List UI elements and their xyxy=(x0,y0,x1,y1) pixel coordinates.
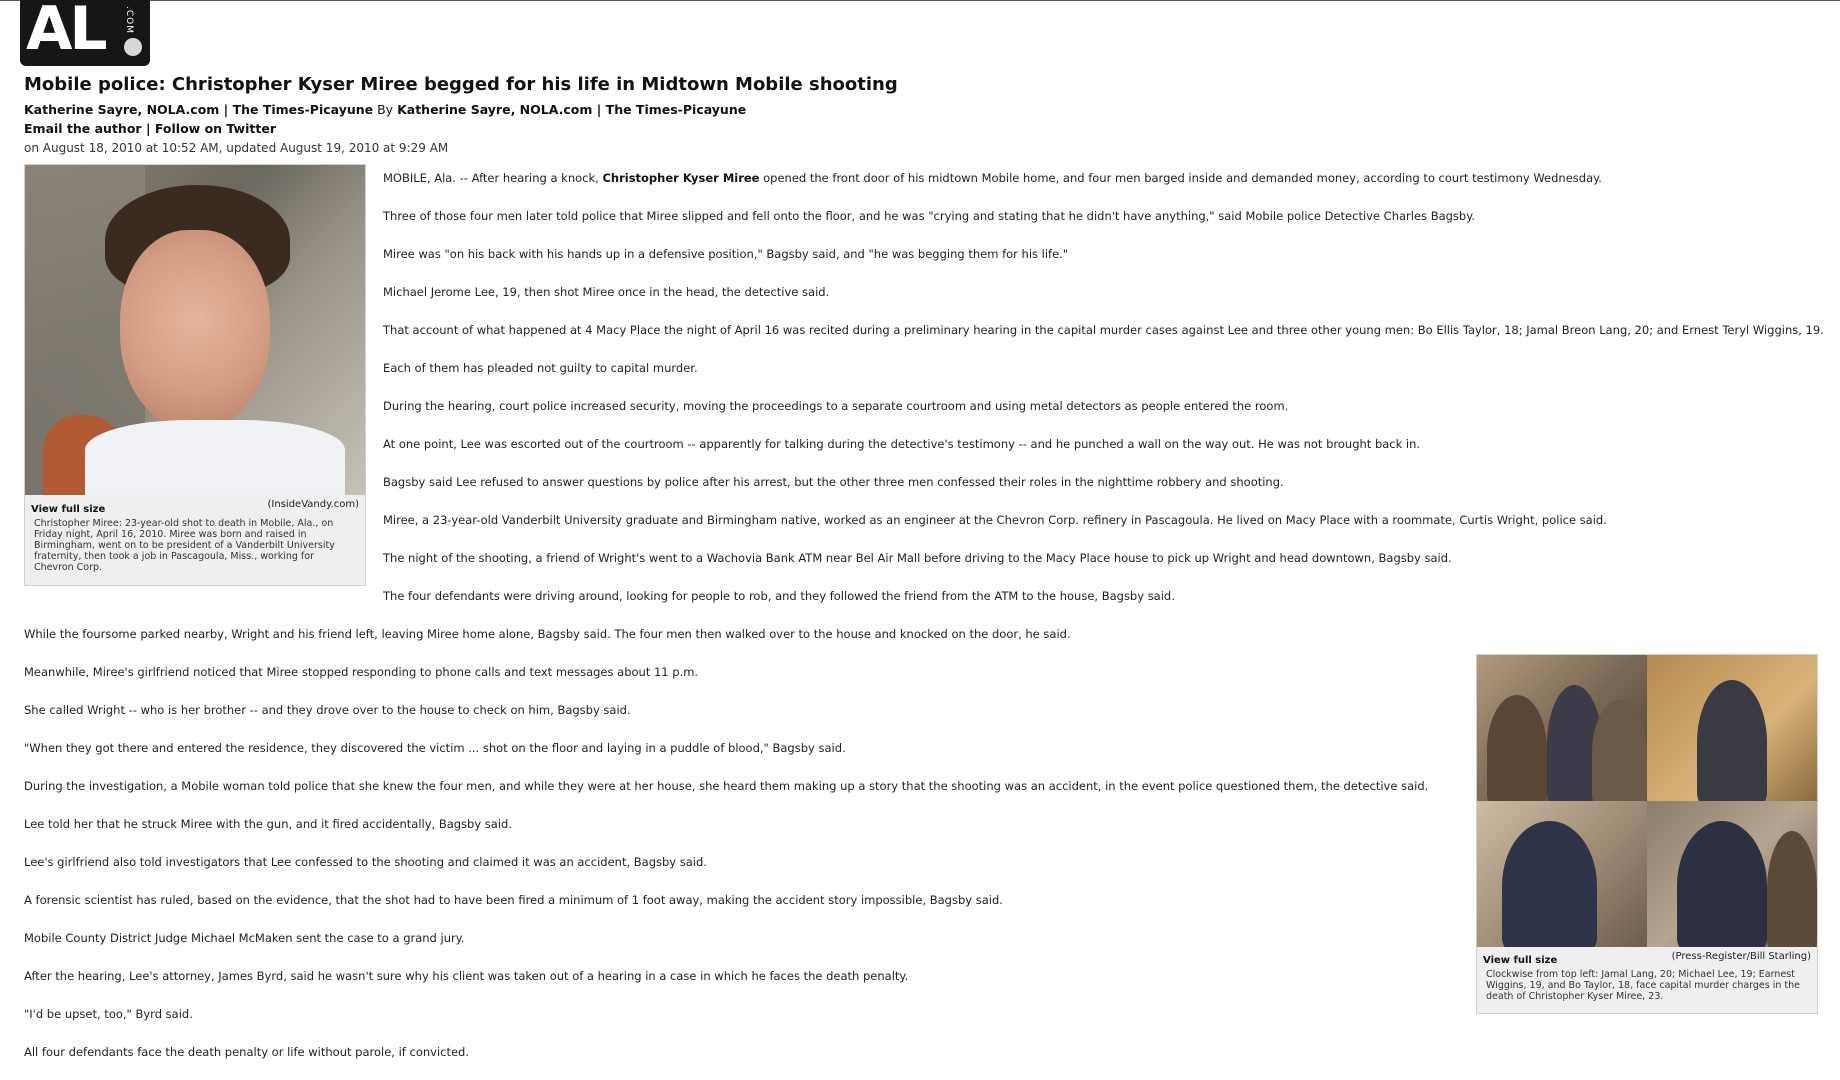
byline-author-2[interactable]: Katherine Sayre, NOLA.com | The Times-Picayune xyxy=(397,102,747,117)
article-paragraph: All four defendants face the death penalty or life without parole, if convicted. xyxy=(24,1045,470,1059)
article-paragraph: At one point, Lee was escorted out of the courtroom -- apparently for talking during the detective's testimony -- and he punched a wall on the way out. He was not brought back in. xyxy=(383,437,1421,451)
view-full-size-link[interactable]: View full size xyxy=(31,504,106,515)
article-paragraph: A forensic scientist has ruled, based on the evidence, that the shot had to have been fired a minimum of 1 foot away, making the accident story impossible, Bagsby said. xyxy=(24,893,1003,907)
article-paragraph: Miree was "on his back with his hands up in a defensive position," Bagsby said, and "he was begging them for his life." xyxy=(383,247,1069,261)
article-dateline: on August 18, 2010 at 10:52 AM, updated August 19, 2010 at 9:29 AM xyxy=(24,141,449,155)
article-paragraph-lead: MOBILE, Ala. -- After hearing a knock, Christopher Kyser Miree opened the front door of his midtown Mobile home, and four men barged inside and demanded money, according to court testimony Wednesday. xyxy=(383,171,1602,185)
article-paragraph: She called Wright -- who is her brother -- and they drove over to the house to check on him, Bagsby said. xyxy=(24,703,631,717)
photo-credit: (InsideVandy.com) xyxy=(267,499,359,510)
photo-quadrant xyxy=(1647,801,1817,947)
photo-quadrant xyxy=(1647,655,1817,801)
view-full-size-link[interactable]: View full size xyxy=(1483,955,1558,966)
victim-name: Christopher Kyser Miree xyxy=(602,171,760,185)
article-paragraph: "I'd be upset, too," Byrd said. xyxy=(24,1007,193,1021)
article-paragraph: Meanwhile, Miree's girlfriend noticed that Miree stopped responding to phone calls and text messages about 11 p.m. xyxy=(24,665,699,679)
photo-caption: Clockwise from top left: Jamal Lang, 20; Michael Lee, 19; Earnest Wiggins, 19, and Bo Taylor, 18, face capital murder charges in the death of Christopher Kyser Miree, 23. xyxy=(1486,969,1801,1002)
photo-defendants-box xyxy=(1476,654,1818,1014)
article-paragraph: "When they got there and entered the residence, they discovered the victim ... shot on the floor and laying in a puddle of blood," Bagsby said. xyxy=(24,741,846,755)
article-paragraph: Michael Jerome Lee, 19, then shot Miree once in the head, the detective said. xyxy=(383,285,830,299)
article-headline: Mobile police: Christopher Kyser Miree begged for his life in Midtown Mobile shooting xyxy=(24,74,898,95)
article-paragraph: Lee told her that he struck Miree with the gun, and it fired accidentally, Bagsby said. xyxy=(24,817,512,831)
email-author-link[interactable]: Email the author xyxy=(24,121,142,136)
article-paragraph: Miree, a 23-year-old Vanderbilt University graduate and Birmingham native, worked as an engineer at the Chevron Corp. refinery in Pascagoula. He lived on Macy Place with a roommate, Curtis Wright, police said. xyxy=(383,513,1607,527)
article-paragraph: The night of the shooting, a friend of Wright's went to a Wachovia Bank ATM near Bel Air Mall before driving to the Macy Place house to pick up Wright and head downtown, Bagsby said. xyxy=(383,551,1452,565)
site-logo[interactable] xyxy=(20,0,150,66)
photo-miree-box xyxy=(24,164,366,586)
follow-twitter-link[interactable]: Follow on Twitter xyxy=(154,121,276,136)
article-paragraph: Each of them has pleaded not guilty to capital murder. xyxy=(383,361,698,375)
article-paragraph: After the hearing, Lee's attorney, James Byrd, said he wasn't sure why his client was taken out of a hearing in a case in which he faces the death penalty. xyxy=(24,969,909,983)
logo-text: AL xyxy=(26,0,105,64)
photo-credit: (Press-Register/Bill Starling) xyxy=(1671,951,1811,962)
article-paragraph: During the hearing, court police increased security, moving the proceedings to a separate courtroom and using metal detectors as people entered the room. xyxy=(383,399,1289,413)
article-paragraph: Mobile County District Judge Michael McMaken sent the case to a grand jury. xyxy=(24,931,465,945)
byline xyxy=(24,102,746,117)
article-paragraph: Lee's girlfriend also told investigators that Lee confessed to the shooting and claimed it was an accident, Bagsby said. xyxy=(24,855,707,869)
article-paragraph: The four defendants were driving around, looking for people to rob, and they followed the friend from the ATM to the house, Bagsby said. xyxy=(383,589,1175,603)
top-border xyxy=(0,0,1840,1)
byline-by: By xyxy=(377,102,394,117)
article-paragraph: Bagsby said Lee refused to answer questions by police after his arrest, but the other three men confessed their roles in the nighttime robbery and shooting. xyxy=(383,475,1284,489)
photo-quadrant xyxy=(1477,801,1647,947)
article-paragraph: That account of what happened at 4 Macy Place the night of April 16 was recited during a preliminary hearing in the capital murder cases against Lee and three other young men: Bo Ellis Taylor, 18; Jamal Breon Lang, 20; and Ernest Teryl Wiggins, 19. xyxy=(383,323,1824,337)
photo-defendants[interactable] xyxy=(1477,655,1817,947)
logo-dot-icon xyxy=(124,38,142,56)
photo-quadrant xyxy=(1477,655,1647,801)
article-paragraph: While the foursome parked nearby, Wright and his friend left, leaving Miree home alone, Bagsby said. The four men then walked over to the house and knocked on the door, he said. xyxy=(24,627,1071,641)
photo-caption: Christopher Miree: 23-year-old shot to death in Mobile, Ala., on Friday night, April 16, 2010. Miree was born and raised in Birmingham, went on to be president of a Vanderbilt University fraternity, then took a job in Pascagoula, Miss., working for Chevron Corp. xyxy=(34,518,335,573)
author-links xyxy=(24,121,276,136)
article-paragraph: Three of those four men later told police that Miree slipped and fell onto the floor, and he was "crying and stating that he didn't have anything," said Mobile police Detective Charles Bagsby. xyxy=(383,209,1476,223)
link-separator: | xyxy=(145,121,151,136)
photo-miree[interactable] xyxy=(25,165,365,495)
byline-author-1[interactable]: Katherine Sayre, NOLA.com | The Times-Picayune xyxy=(24,102,374,117)
article-paragraph: During the investigation, a Mobile woman told police that she knew the four men, and while they were at her house, she heard them making up a story that the shooting was an accident, in the event police questioned them, the detective said. xyxy=(24,779,1429,793)
logo-suffix: .COM xyxy=(124,6,134,34)
